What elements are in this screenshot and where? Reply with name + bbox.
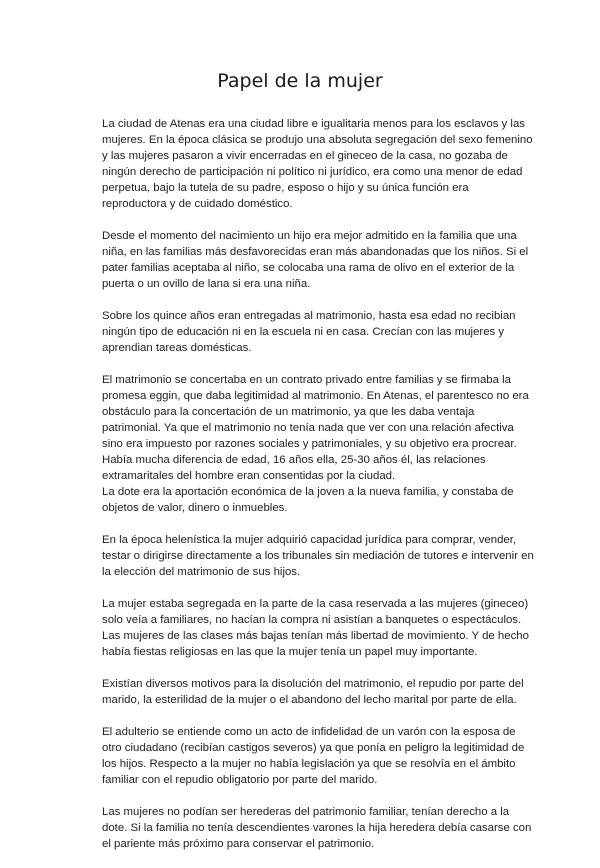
paragraph-1: La ciudad de Atenas era una ciudad libre e igualitaria menos para los esclavos y las mujeres. En la época clásica se produjo una absoluta segregación del sexo femenino y las mujeres pasaron a vivir encerradas en el gineceo de la casa, no gozaba de ningún derecho de participación ni político ni jurídico, era como una menor de edad perpetua, bajo la tutela de su padre, esposo o hijo y su única función era reproductora y de cuidado doméstico. [102,118,533,210]
document-body [102,116,534,868]
paragraph-2: Desde el momento del nacimiento un hijo era mejor admitido en la familia que una niña, en las familias más desfavorecidas eran más abandonadas que los niños. Si el pater familias aceptaba al niño, se colocaba una rama de olivo en el exterior de la puerta o un ovillo de lana si era una niña. [102,230,529,290]
paragraph-7: La mujer estaba segregada en la parte de la casa reservada a las mujeres (gineceo) solo veía a familiares, no hacían la compra ni asistían a banquetes o espectáculos. Las mujeres de las clases más bajas tenían más libertad de movimiento. Y de hecho había fiestas religiosas en las que la mujer tenía un papel muy importante. [102,598,529,658]
paragraph-10: Las mujeres no podían ser herederas del patrimonio familiar, tenían derecho a la dote. Si la familia no tenía descendientes varones la hija heredera debía casarse con el pariente más próximo para conservar el patrimonio. [102,806,532,850]
paragraph-9: El adulterio se entiende como un acto de infidelidad de un varón con la esposa de otro ciudadano (recibían castigos severos) ya que ponía en peligro la legitimidad de los hijos. Respecto a la mujer no había legislación ya que se resolvía en el ámbito familiar con el repudio obligatorio por parte del marido. [102,726,525,786]
page-title: Papel de la mujer [217,70,383,92]
paragraph-4: El matrimonio se concertaba en un contrato privado entre familias y se firmaba la promesa eggin, que daba legitimidad al matrimonio. En Atenas, el parentesco no era obstáculo para la concertación de un matrimonio, ya que les daba ventaja patrimonial. Ya que el matrimonio no tenía nada que ver con una relación afectiva sino era impuesto por razones sociales y patrimoniales, y su objetivo era procrear. Había mucha diferencia de edad, 16 años ella, 25-30 años él, las relaciones extramaritales del hombre eran consentidas por la ciudad. [102,374,529,482]
paragraph-3: Sobre los quince años eran entregadas al matrimonio, hasta esa edad no recibian ningún tipo de educación ni en la escuela ni en casa. Crecían con las mujeres y aprendian tareas domésticas. [102,310,516,354]
paragraph-5: La dote era la aportación económica de la joven a la nueva familia, y constaba de objetos de valor, dinero o inmuebles. [102,486,514,514]
paragraph-6: En la época helenística la mujer adquirió capacidad jurídica para comprar, vender, testar o dirigirse directamente a los tribunales sin mediación de tutores e intervenir en la elección del matrimonio de sus hijos. [102,534,534,578]
paragraph-8: Existían diversos motivos para la disolución del matrimonio, el repudio por parte del marido, la esterilidad de la mujer o el abandono del lecho marital por parte de ella. [102,678,524,706]
